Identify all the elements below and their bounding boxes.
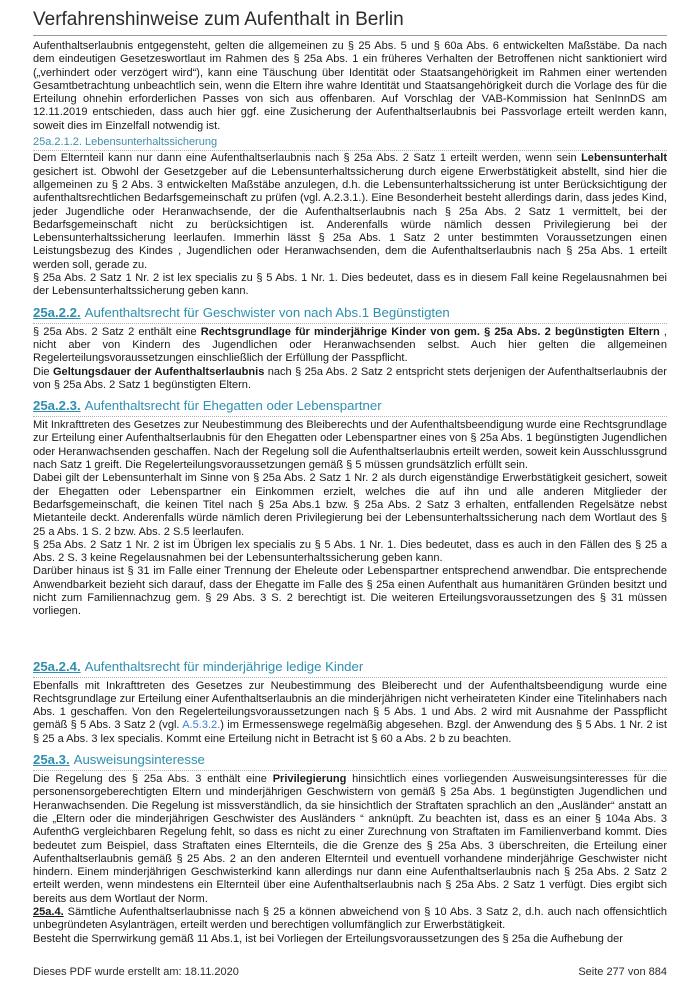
paragraph-25a4: 25a.4. Sämtliche Aufenthaltserlaubnisse nach § 25 a können abweichend von § 10 Abs. 3 Satz 2, d.h. auch nach offensichtlich unbegründeten Asylanträgen, erteilt werden und berechtigen vollumfänglich zur Erwerbstätigkeit.: [33, 906, 667, 932]
footer-page-number: Seite 277 von 884: [578, 966, 667, 978]
paragraph-25a4-2: Besteht die Sperrwirkung gemäß 11 Abs.1, ist bei Vorliegen der Erteilungsvoraussetzungen des § 25a die Aufhebung der: [33, 932, 623, 945]
document-body: [33, 40, 667, 946]
paragraph-25a212-1: Dem Elternteil kann nur dann eine Aufenthaltserlaubnis nach § 25a Abs. 2 Satz 1 erteilt werden, wenn sein Lebensunterhalt gesichert ist. Obwohl der Gesetzgeber auf die Lebensunterhaltssicherung durch eigene Erwerbstätigkeit abstellt, sind hier die allgemeinen zu § 2 Abs. 3 entwickelten Maßstäbe anzulegen, d.h. die Lebensunterhaltssicherung ist unter Berücksichtigung der aufenthaltsrechtlichen Bedarfsgemeinschaft zu prüfen (vgl. A.2.3.1.). Eine Besonderheit besteht allerdings darin, dass jedes Kind, jeder Jugendliche oder Heranwachsende, der die Aufenthaltserlaubnis nach § 25a Abs. 2 Satz 1 vermittelt, bei der Bedarfsgemeinschaft nicht zu berücksichtigen ist. Anderenfalls würde nämlich dessen Privilegierung bei der Lebensunterhaltssicherung leerlaufen. Immerhin lässt § 25a Abs. 1 Satz 2 unter bestimmten Voraussetzungen einen Leistungsbezug des Kindes , Jugendlichen oder Heranwachsenden, dem die Aufenthaltserlaubnis nach § 25a Abs. 1 erteilt werden soll, gerade zu.: [33, 152, 667, 271]
section-number-link[interactable]: 25a.2.3.: [33, 398, 81, 414]
section-heading-25a3: 25a.3. Ausweisungsinteresse: [33, 752, 667, 771]
section-number-link[interactable]: 25a.2.2.: [33, 304, 81, 320]
bold-lebensunterhalt: Lebensunterhalt: [581, 152, 667, 165]
section-heading-25a22: 25a.2.2. Aufenthaltsrecht für Geschwister von nach Abs.1 Begünstigten: [33, 305, 667, 324]
cross-reference-link[interactable]: A.5.3.2.: [182, 719, 221, 732]
section-number-25a4[interactable]: 25a.4.: [33, 906, 64, 919]
intro-paragraph: Aufenthaltserlaubnis entgegensteht, gelten die allgemeinen zu § 25 Abs. 5 und § 60a Abs. 6 entwickelten Maßstäbe. Da nach dem eindeutigen Gesetzeswortlaut im Rahmen des § 25a Abs. 1 ein früheres Verhalten der Betroffenen nicht sanktioniert wird („verhindert oder verzögert wird“), kann eine Täuschung über Identität oder Staatsangehörigkeit im Rahmen einer wertenden Gesamtbetrachtung unbeachtlich sein, wenn die Eltern ihre wahre Identität und Staatsangehörigkeit durch die Vorlage des für die Erteilung ohnehin erforderlichen Passes von sich aus offenbaren. Auf Vorschlag der VAB-Kommission hat SenInnDS am 12.11.2019 entschieden, dass auch hier ggf. eine Zusicherung der Aufenthaltserlaubnis bei Passvorlage erteilt werden kann, soweit dies im Einzelfall notwendig ist.: [33, 40, 667, 132]
subsection-heading-25a212: 25a.2.1.2. Lebensunterhaltssicherung: [33, 136, 667, 151]
footer-created-date: Dieses PDF wurde erstellt am: 18.11.2020: [33, 966, 239, 978]
paragraph-25a23-3: § 25a Abs. 2 Satz 1 Nr. 2 ist im Übrigen lex specialis zu § 5 Abs. 1 Nr. 1. Dies bedeutet, dass es auch in den Fällen des § 25 a Abs. 2 S. 3 keine Regelausnahmen bei der Lebensunterhaltssicherung geben kann.: [33, 538, 667, 565]
paragraph-25a23-4: Darüber hinaus ist § 31 im Falle einer Trennung der Eheleute oder Lebenspartner entsprechend anwendbar. Die entsprechende Anwendbarkeit bezieht sich darauf, dass der Ehegatte im Falle des § 25a einen Aufenthalt aus humanitären Gründen besitzt und nicht zum Familiennachzug gem. § 29 Abs. 3 S. 2 berechtigt ist. Die weiteren Erteilungsvoraussetzungen des § 31 müssen vorliegen.: [33, 565, 667, 618]
section-number-link[interactable]: 25a.3.: [33, 752, 70, 768]
header-divider: [33, 35, 667, 36]
section-heading-25a23: 25a.2.3. Aufenthaltsrecht für Ehegatten oder Lebenspartner: [33, 398, 667, 417]
paragraph-25a24-1: Ebenfalls mit Inkrafttreten des Gesetzes zur Neubestimmung des Bleiberecht und der Aufenthaltsbeendigung wurde eine Rechtsgrundlage zur Erteilung einer Aufenthaltserlaubnis an die minderjährigen nicht verheirateten Kinder eine Titelinhabers nach Abs. 1 geschaffen. Von den Regelerteilungsvoraussetzungen nach § 5 Abs. 1 und Abs. 2 wird mit Ausnahme der Passpflicht gemäß § 5 Abs. 3 Satz 2 (vgl. A.5.3.2.) im Ermessenswege regelmäßig abgesehen. Bzgl. der Anwendung des § 5 Abs. 1 Nr. 2 ist § 25 a Abs. 3 lex specialis. Kommt eine Erteilung nicht in Betracht ist § 60 a Abs. 2 b zu beachten.: [33, 679, 668, 745]
paragraph-25a3-1: Die Regelung des § 25a Abs. 3 enthält eine Privilegierung hinsichtlich eines vorliegenden Ausweisungsinteresses für die personensorgeberechtigten Eltern und minderjährigen Geschwistern von gemäß § 25a Abs. 1 begünstigten Jugendlichen und Heranwachsenden. Die Regelung ist missverständlich, da sie hinsichtlich der Straftaten sprachlich an den „Ausländer“ anstatt an die „Eltern oder die minderjährigen Geschwister des Ausländers “ anknüpft. Zu beachten ist, dass es an einer § 104a Abs. 3 AufenthG vergleichbaren Regelung fehlt, so dass es nicht zu einer Zurechnung von Straftaten im Familienverband kommt. Dies bedeutet zum Beispiel, dass Straftaten eines Elternteils, die die Grenze des § 25a Abs. 3 überschreiten, die Erteilung einer Aufenthaltserlaubnis gemäß § 25 Abs. 2 an den anderen Elternteil und eventuell vorhandene minderjährige Geschwister nicht hindern. Einem minderjährigen Geschwisterkind kann allerdings nur dann eine Aufenthaltserlaubnis nach § 25a Abs. 2 Satz 2 erteilt werden, wenn mindestens ein Elternteil über eine Aufenthaltserlaubnis nach § 25a Abs. 2 Satz 1 verfügt. Dies ergibt sich bereits aus dem Wortlaut der Norm.: [33, 773, 668, 905]
paragraph-25a23-2: Dabei gilt der Lebensunterhalt im Sinne von § 25a Abs. 2 Satz 1 Nr. 2 als durch eigenständige Erwerbstätigkeit gesichert, soweit der Ehegatten oder Lebenspartner ein Einkommen erzielt, welches die auf ihn und alle anderen Mitglieder der Bedarfsgemeinschaft, die keinen Titel nach § 25a Abs.1 bzw. § 25a Abs. 2 Satz 3 erhalten, entfallenden Regelsätze nebst Mietanteile deckt. Anderenfalls würde nämlich deren Privilegierung bei der Lebensunterhaltssicherung nach dem Wortlaut des § 25 a Abs. 1 S. 2 bzw. Abs. 2 S.5 leerlaufen.: [33, 472, 667, 538]
paragraph-25a22-1: § 25a Abs. 2 Satz 2 enthält eine Rechtsgrundlage für minderjährige Kinder von gem. § 25a Abs. 2 begünstigten Eltern , nicht aber von Kindern des Jugendlichen oder Heranwachsenden selbst. Auch hier gelten die allgemeinen Regelerteilungsvoraussetzungen einschließlich der Erfüllung der Passpflicht.: [33, 325, 667, 365]
section-number-link[interactable]: 25a.2.4.: [33, 658, 81, 674]
section-heading-25a24: 25a.2.4. Aufenthaltsrecht für minderjährige ledige Kinder: [33, 659, 667, 678]
paragraph-25a22-2: Die Geltungsdauer der Aufenthaltserlaubnis nach § 25a Abs. 2 Satz 2 entspricht stets derjenigen der Aufenthaltserlaubnis der von § 25a Abs. 2 Satz 1 begünstigten Eltern.: [33, 365, 667, 391]
paragraph-25a23-1: Mit Inkrafttreten des Gesetzes zur Neubestimmung des Bleiberechts und der Aufenthaltsbeendigung wurde eine Rechtsgrundlage zur Erteilung einer Aufenthaltserlaubnis für den Ehegatten oder Lebenspartner eines von § 25a Abs. 1 begünstigten Jugendlichen oder Heranwachsenden geschaffen. Nach der Regelung soll die Aufenthaltserlaubnis erteilt werden, soweit kein Ausschlussgrund nach Satz 1 greift. Die Regelerteilungsvoraussetzungen gemäß § 5 müssen grundsätzlich erfüllt sein.: [33, 419, 667, 472]
page-title: Verfahrenshinweise zum Aufenthalt in Berlin: [33, 9, 404, 30]
paragraph-25a212-2: § 25a Abs. 2 Satz 1 Nr. 2 ist lex specialis zu § 5 Abs. 1 Nr. 1. Dies bedeutet, dass es in diesem Fall keine Regelausnahmen bei der Lebensunterhaltssicherung geben kann.: [33, 272, 667, 298]
